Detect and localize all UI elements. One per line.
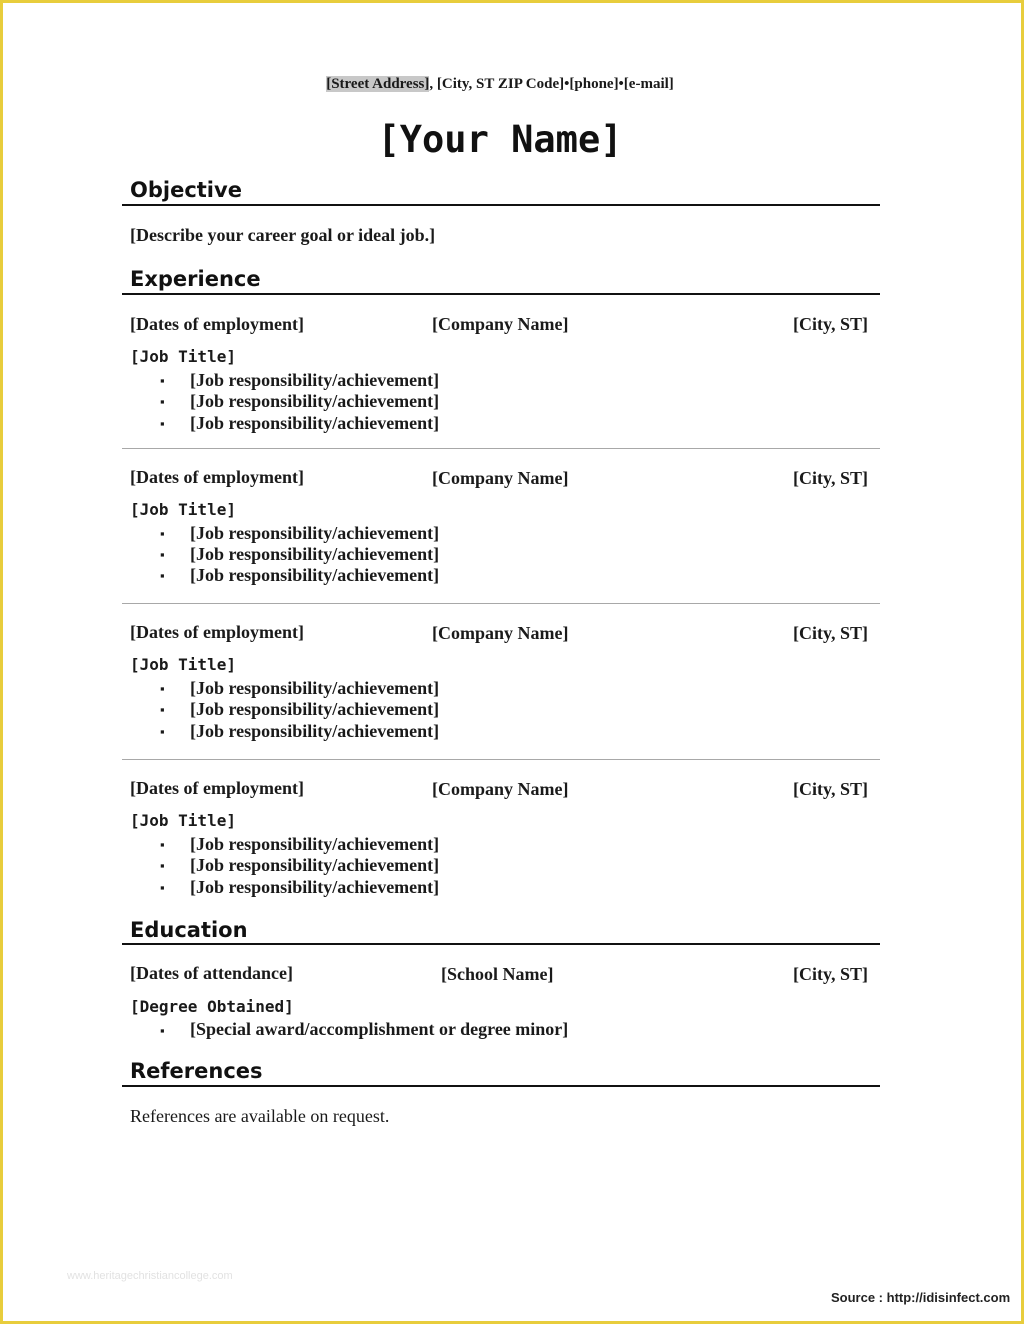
job-title: [Job Title]	[130, 655, 236, 674]
job-location: [City, ST]	[793, 623, 869, 643]
education-award: [Special award/accomplishment or degree minor]	[190, 1019, 569, 1039]
company-name: [Company Name]	[432, 314, 569, 334]
job-achievement: [Job responsibility/achievement]	[190, 391, 440, 411]
bullet-marker: ▪	[160, 394, 165, 409]
job-achievement: [Job responsibility/achievement]	[190, 565, 440, 585]
employment-dates: [Dates of employment]	[130, 622, 304, 642]
job-achievement: [Job responsibility/achievement]	[190, 678, 440, 698]
job-title: [Job Title]	[130, 347, 236, 366]
job-separator	[122, 448, 880, 449]
company-name: [Company Name]	[432, 779, 569, 799]
bullet-marker: ▪	[160, 702, 165, 717]
references-heading: References	[130, 1059, 263, 1083]
references-rule	[122, 1085, 880, 1087]
objective-text: [Describe your career goal or ideal job.]	[130, 225, 436, 245]
bullet-marker: ▪	[160, 837, 165, 852]
company-name: [Company Name]	[432, 623, 569, 643]
school-location: [City, ST]	[793, 964, 869, 984]
degree-obtained: [Degree Obtained]	[130, 997, 294, 1016]
bullet-marker: ▪	[160, 568, 165, 583]
school-name: [School Name]	[441, 964, 554, 984]
education-rule	[122, 943, 880, 945]
contact-line	[0, 76, 1000, 93]
job-achievement: [Job responsibility/achievement]	[190, 544, 440, 564]
bullet-marker: ▪	[160, 880, 165, 895]
bullet-marker: ▪	[160, 526, 165, 541]
job-separator	[122, 759, 880, 760]
bullet-marker: ▪	[160, 1023, 165, 1038]
job-achievement: [Job responsibility/achievement]	[190, 721, 440, 741]
job-achievement: [Job responsibility/achievement]	[190, 699, 440, 719]
job-achievement: [Job responsibility/achievement]	[190, 523, 440, 543]
job-location: [City, ST]	[793, 314, 869, 334]
bullet-marker: ▪	[160, 724, 165, 739]
job-achievement: [Job responsibility/achievement]	[190, 855, 440, 875]
job-title: [Job Title]	[130, 500, 236, 519]
watermark: www.heritagechristiancollege.com	[67, 1270, 233, 1282]
employment-dates: [Dates of employment]	[130, 467, 304, 487]
bullet-marker: ▪	[160, 373, 165, 388]
references-text: References are available on request.	[130, 1106, 390, 1126]
job-achievement: [Job responsibility/achievement]	[190, 370, 440, 390]
source-credit: Source : http://idisinfect.com	[831, 1290, 1011, 1305]
experience-rule	[122, 293, 880, 295]
objective-heading: Objective	[130, 178, 242, 202]
attendance-dates: [Dates of attendance]	[130, 963, 293, 983]
company-name: [Company Name]	[432, 468, 569, 488]
job-achievement: [Job responsibility/achievement]	[190, 834, 440, 854]
job-achievement: [Job responsibility/achievement]	[190, 413, 440, 433]
education-heading: Education	[130, 918, 248, 942]
employment-dates: [Dates of employment]	[130, 314, 304, 334]
job-title: [Job Title]	[130, 811, 236, 830]
resume-name: [Your Name]	[377, 118, 623, 161]
experience-heading: Experience	[130, 267, 261, 291]
street-address: [Street Address]	[326, 76, 430, 92]
contact-details: , [City, ST ZIP Code]•[phone]•[e-mail]	[429, 76, 674, 92]
job-achievement: [Job responsibility/achievement]	[190, 877, 440, 897]
job-separator	[122, 603, 880, 604]
objective-rule	[122, 204, 880, 206]
bullet-marker: ▪	[160, 547, 165, 562]
job-location: [City, ST]	[793, 779, 869, 799]
bullet-marker: ▪	[160, 858, 165, 873]
employment-dates: [Dates of employment]	[130, 778, 304, 798]
job-location: [City, ST]	[793, 468, 869, 488]
bullet-marker: ▪	[160, 416, 165, 431]
bullet-marker: ▪	[160, 681, 165, 696]
